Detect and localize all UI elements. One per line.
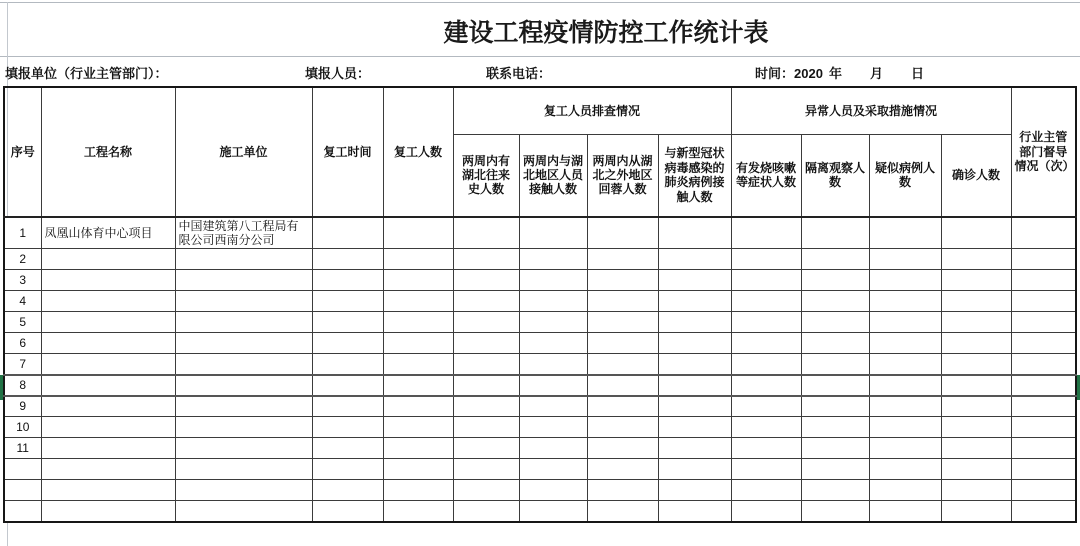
serial-cell[interactable]: 9 [4, 396, 41, 417]
data-cell[interactable] [941, 501, 1011, 522]
data-cell[interactable] [587, 438, 658, 459]
data-cell[interactable] [587, 270, 658, 291]
data-cell[interactable] [869, 375, 941, 396]
project-name-cell[interactable] [41, 501, 175, 522]
serial-cell[interactable]: 11 [4, 438, 41, 459]
row-selection-mark-left [0, 375, 3, 400]
serial-cell[interactable]: 7 [4, 354, 41, 375]
data-cell[interactable] [801, 501, 869, 522]
data-cell[interactable] [519, 270, 587, 291]
page-title: 建设工程疫情防控工作统计表 [443, 19, 769, 47]
table-row [4, 417, 1076, 438]
data-cell[interactable] [519, 291, 587, 312]
data-cell[interactable] [1011, 270, 1076, 291]
project-name-cell[interactable] [41, 459, 175, 480]
data-cell[interactable] [453, 312, 519, 333]
data-cell[interactable] [587, 501, 658, 522]
data-cell[interactable] [731, 480, 801, 501]
data-cell[interactable] [453, 417, 519, 438]
data-cell[interactable] [519, 312, 587, 333]
serial-cell[interactable]: 3 [4, 270, 41, 291]
data-cell[interactable] [941, 354, 1011, 375]
data-cell[interactable] [383, 333, 453, 354]
data-cell[interactable] [519, 501, 587, 522]
sheet-gridline-top [0, 2, 1080, 3]
data-cell[interactable] [731, 312, 801, 333]
header-construction-unit[interactable]: 施工单位 [175, 87, 312, 217]
construction-unit-cell[interactable] [175, 270, 312, 291]
data-cell[interactable] [1011, 480, 1076, 501]
data-cell[interactable] [1011, 249, 1076, 270]
data-cell[interactable] [941, 417, 1011, 438]
table-row [4, 354, 1076, 375]
data-cell[interactable] [658, 217, 731, 249]
data-cell[interactable] [869, 417, 941, 438]
data-cell[interactable] [869, 396, 941, 417]
time-year-unit: 年 [828, 66, 842, 81]
data-cell[interactable] [312, 501, 383, 522]
project-name-cell[interactable] [41, 312, 175, 333]
time-year-value: 2020 [794, 66, 823, 81]
data-cell[interactable] [383, 270, 453, 291]
data-cell[interactable] [1011, 291, 1076, 312]
data-cell[interactable] [453, 354, 519, 375]
data-cell[interactable] [453, 480, 519, 501]
serial-cell[interactable]: 4 [4, 291, 41, 312]
data-cell[interactable] [658, 270, 731, 291]
header-suspected[interactable]: 疑似病例人数 [869, 134, 941, 217]
header-supervision[interactable]: 行业主管部门督导情况（次） [1011, 87, 1076, 217]
data-cell[interactable] [869, 354, 941, 375]
data-cell[interactable] [312, 291, 383, 312]
data-cell[interactable] [383, 354, 453, 375]
data-cell[interactable] [941, 396, 1011, 417]
data-cell[interactable] [941, 438, 1011, 459]
construction-unit-cell[interactable] [175, 417, 312, 438]
data-cell[interactable] [869, 217, 941, 249]
project-name-cell[interactable] [41, 480, 175, 501]
data-cell[interactable] [941, 375, 1011, 396]
data-cell[interactable] [519, 396, 587, 417]
table-row [4, 438, 1076, 459]
data-cell[interactable] [1011, 459, 1076, 480]
header-return-from-outside[interactable]: 两周内从湖北之外地区回蓉人数 [587, 134, 658, 217]
data-cell[interactable] [1011, 438, 1076, 459]
data-cell[interactable] [731, 249, 801, 270]
serial-cell[interactable]: 2 [4, 249, 41, 270]
data-cell[interactable] [731, 270, 801, 291]
data-cell[interactable] [383, 480, 453, 501]
data-cell[interactable] [312, 438, 383, 459]
data-cell[interactable] [383, 312, 453, 333]
data-cell[interactable] [1011, 417, 1076, 438]
data-cell[interactable] [731, 354, 801, 375]
data-cell[interactable] [658, 501, 731, 522]
data-cell[interactable] [1011, 312, 1076, 333]
data-cell[interactable] [869, 270, 941, 291]
data-cell[interactable] [869, 501, 941, 522]
table-row [4, 291, 1076, 312]
data-cell[interactable] [869, 480, 941, 501]
project-name-cell[interactable] [41, 375, 175, 396]
table-row [4, 217, 1076, 249]
construction-unit-cell[interactable] [175, 249, 312, 270]
data-cell[interactable] [1011, 217, 1076, 249]
header-hubei-travel[interactable]: 两周内有湖北往来史人数 [453, 134, 519, 217]
header-resume-time[interactable]: 复工时间 [312, 87, 383, 217]
statistics-table [3, 86, 1077, 523]
construction-unit-cell[interactable] [175, 354, 312, 375]
data-cell[interactable] [869, 249, 941, 270]
project-name-cell[interactable] [41, 396, 175, 417]
data-cell[interactable] [453, 375, 519, 396]
data-cell[interactable] [453, 459, 519, 480]
data-cell[interactable] [519, 354, 587, 375]
table-row [4, 396, 1076, 417]
data-cell[interactable] [731, 396, 801, 417]
data-cell[interactable] [941, 291, 1011, 312]
data-cell[interactable] [519, 459, 587, 480]
project-name-cell[interactable] [41, 333, 175, 354]
data-cell[interactable] [869, 438, 941, 459]
table-row [4, 249, 1076, 270]
data-cell[interactable] [731, 375, 801, 396]
table-row [4, 501, 1076, 522]
header-serial[interactable]: 序号 [4, 87, 41, 217]
data-cell[interactable] [658, 480, 731, 501]
data-cell[interactable] [731, 501, 801, 522]
header-screening-group[interactable]: 复工人员排查情况 [453, 87, 731, 134]
data-cell[interactable] [658, 291, 731, 312]
data-cell[interactable] [312, 417, 383, 438]
data-cell[interactable] [312, 333, 383, 354]
data-cell[interactable] [658, 396, 731, 417]
data-cell[interactable] [658, 438, 731, 459]
data-cell[interactable] [658, 312, 731, 333]
data-cell[interactable] [453, 291, 519, 312]
header-hubei-contact[interactable]: 两周内与湖北地区人员接触人数 [519, 134, 587, 217]
data-cell[interactable] [453, 249, 519, 270]
data-cell[interactable] [519, 375, 587, 396]
data-cell[interactable] [519, 480, 587, 501]
construction-unit-cell[interactable] [175, 291, 312, 312]
data-cell[interactable] [941, 249, 1011, 270]
data-cell[interactable] [941, 270, 1011, 291]
table-row [4, 459, 1076, 480]
project-name-cell[interactable] [41, 291, 175, 312]
data-cell[interactable] [658, 333, 731, 354]
data-cell[interactable] [383, 417, 453, 438]
data-cell[interactable] [658, 459, 731, 480]
sheet-gridline-under-title [0, 56, 1080, 57]
data-cell[interactable] [941, 312, 1011, 333]
data-cell[interactable] [869, 312, 941, 333]
data-cell[interactable] [587, 333, 658, 354]
header-quarantine[interactable]: 隔离观察人数 [801, 134, 869, 217]
data-cell[interactable] [383, 396, 453, 417]
data-cell[interactable] [801, 480, 869, 501]
time-month-unit: 月 [869, 66, 883, 81]
construction-unit-cell[interactable] [175, 312, 312, 333]
data-cell[interactable] [312, 217, 383, 249]
project-name-cell[interactable] [41, 417, 175, 438]
data-cell[interactable] [658, 375, 731, 396]
data-cell[interactable] [519, 249, 587, 270]
data-cell[interactable] [801, 333, 869, 354]
data-cell[interactable] [731, 417, 801, 438]
data-cell[interactable] [519, 417, 587, 438]
table-row [4, 333, 1076, 354]
project-name-cell[interactable] [41, 249, 175, 270]
data-cell[interactable] [801, 459, 869, 480]
data-cell[interactable] [312, 375, 383, 396]
data-cell[interactable] [731, 333, 801, 354]
project-name-cell[interactable] [41, 438, 175, 459]
serial-cell[interactable]: 8 [4, 375, 41, 396]
table-header [4, 87, 1076, 217]
data-cell[interactable] [801, 217, 869, 249]
data-cell[interactable] [587, 459, 658, 480]
data-cell[interactable] [1011, 333, 1076, 354]
data-cell[interactable] [587, 249, 658, 270]
data-cell[interactable] [941, 333, 1011, 354]
serial-cell[interactable] [4, 480, 41, 501]
construction-unit-cell[interactable] [175, 333, 312, 354]
data-cell[interactable] [731, 438, 801, 459]
header-project-name[interactable]: 工程名称 [41, 87, 175, 217]
data-cell[interactable] [312, 480, 383, 501]
contact-phone-label: 联系电话： [486, 66, 552, 81]
data-cell[interactable] [383, 249, 453, 270]
data-cell[interactable] [1011, 354, 1076, 375]
data-cell[interactable] [941, 459, 1011, 480]
construction-unit-cell[interactable] [175, 375, 312, 396]
data-cell[interactable] [731, 217, 801, 249]
serial-cell[interactable]: 1 [4, 217, 41, 249]
data-cell[interactable] [453, 270, 519, 291]
data-cell[interactable] [453, 396, 519, 417]
data-cell[interactable] [801, 270, 869, 291]
data-cell[interactable] [383, 217, 453, 249]
data-cell[interactable] [658, 417, 731, 438]
construction-unit-cell[interactable] [175, 438, 312, 459]
data-cell[interactable] [587, 480, 658, 501]
serial-cell[interactable]: 10 [4, 417, 41, 438]
construction-unit-cell[interactable] [175, 480, 312, 501]
report-person-label: 填报人员： [305, 66, 371, 81]
data-cell[interactable] [312, 270, 383, 291]
data-cell[interactable] [587, 217, 658, 249]
data-cell[interactable] [312, 312, 383, 333]
data-cell[interactable] [519, 438, 587, 459]
data-cell[interactable] [587, 312, 658, 333]
header-resume-count[interactable]: 复工人数 [383, 87, 453, 217]
data-cell[interactable] [453, 333, 519, 354]
data-cell[interactable] [587, 375, 658, 396]
data-cell[interactable] [383, 375, 453, 396]
data-cell[interactable] [869, 333, 941, 354]
header-confirmed[interactable]: 确诊人数 [941, 134, 1011, 217]
data-cell[interactable] [1011, 396, 1076, 417]
data-cell[interactable] [312, 396, 383, 417]
data-cell[interactable] [801, 438, 869, 459]
table-row [4, 270, 1076, 291]
data-cell[interactable] [658, 354, 731, 375]
construction-unit-cell[interactable] [175, 459, 312, 480]
construction-unit-cell[interactable] [175, 396, 312, 417]
data-cell[interactable] [519, 333, 587, 354]
header-abnormal-group[interactable]: 异常人员及采取措施情况 [731, 87, 1011, 134]
data-cell[interactable] [731, 459, 801, 480]
data-cell[interactable] [801, 249, 869, 270]
header-fever-cough[interactable]: 有发烧咳嗽等症状人数 [731, 134, 801, 217]
data-cell[interactable] [519, 217, 587, 249]
data-cell[interactable] [312, 459, 383, 480]
data-cell[interactable] [801, 417, 869, 438]
table-body [4, 217, 1076, 522]
time-day-unit: 日 [910, 66, 924, 81]
time-prefix: 时间： [755, 66, 795, 81]
table-row [4, 375, 1076, 396]
data-cell[interactable] [869, 459, 941, 480]
data-cell[interactable] [801, 312, 869, 333]
data-cell[interactable] [587, 291, 658, 312]
data-cell[interactable] [453, 217, 519, 249]
data-cell[interactable] [1011, 375, 1076, 396]
serial-cell[interactable] [4, 459, 41, 480]
data-cell[interactable] [731, 291, 801, 312]
data-cell[interactable] [312, 354, 383, 375]
data-cell[interactable] [453, 438, 519, 459]
table-row [4, 480, 1076, 501]
data-cell[interactable] [453, 501, 519, 522]
serial-cell[interactable]: 5 [4, 312, 41, 333]
construction-unit-cell[interactable] [175, 501, 312, 522]
data-cell[interactable] [587, 354, 658, 375]
construction-unit-cell[interactable]: 中国建筑第八工程局有限公司西南分公司 [175, 217, 312, 249]
data-cell[interactable] [383, 291, 453, 312]
data-cell[interactable] [801, 396, 869, 417]
report-unit-label: 填报单位（行业主管部门）： [5, 66, 168, 81]
table-row [4, 312, 1076, 333]
serial-cell[interactable]: 6 [4, 333, 41, 354]
data-cell[interactable] [383, 459, 453, 480]
data-cell[interactable] [941, 480, 1011, 501]
serial-cell[interactable] [4, 501, 41, 522]
data-cell[interactable] [801, 291, 869, 312]
header-case-contact[interactable]: 与新型冠状病毒感染的肺炎病例接触人数 [658, 134, 731, 217]
project-name-cell[interactable]: 凤凰山体育中心项目 [41, 217, 175, 249]
data-cell[interactable] [941, 217, 1011, 249]
data-cell[interactable] [801, 375, 869, 396]
data-cell[interactable] [801, 354, 869, 375]
project-name-cell[interactable] [41, 354, 175, 375]
data-cell[interactable] [587, 396, 658, 417]
data-cell[interactable] [383, 501, 453, 522]
data-cell[interactable] [869, 291, 941, 312]
project-name-cell[interactable] [41, 270, 175, 291]
data-cell[interactable] [587, 417, 658, 438]
data-cell[interactable] [383, 438, 453, 459]
data-cell[interactable] [658, 249, 731, 270]
data-cell[interactable] [1011, 501, 1076, 522]
data-cell[interactable] [312, 249, 383, 270]
